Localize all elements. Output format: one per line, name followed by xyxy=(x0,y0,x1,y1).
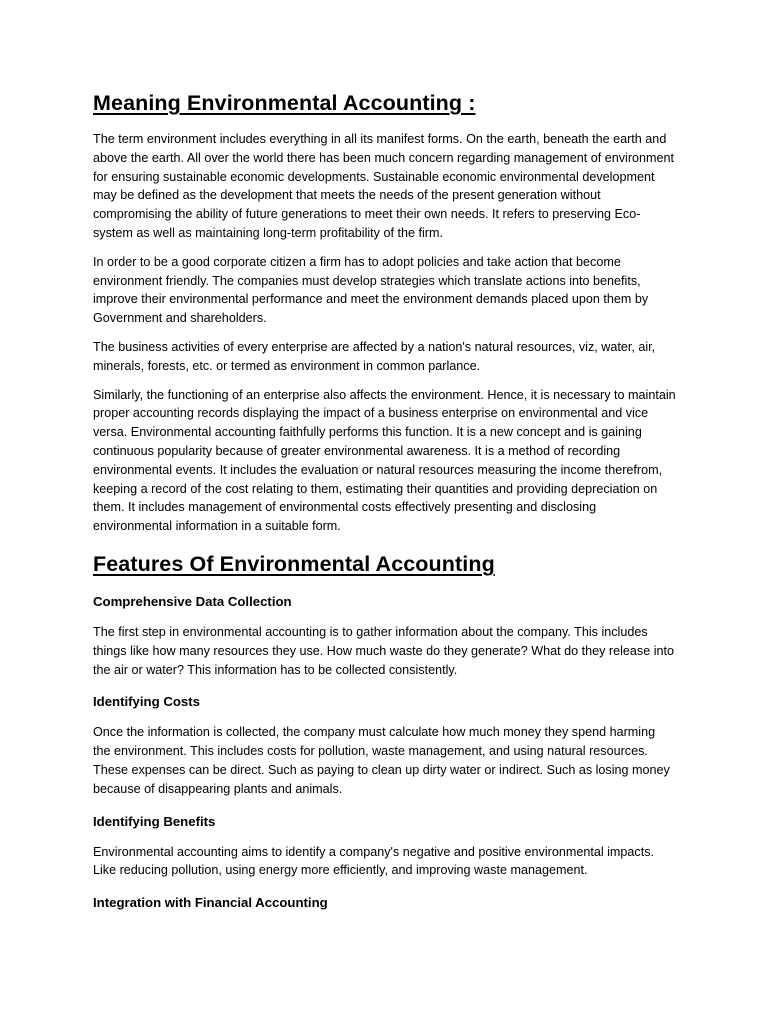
paragraph-environment-definition: The term environment includes everything in all its manifest forms. On the earth, beneath the earth and above the earth. All over the world there has been much concern regarding management of environment for ensuring sustainable economic developments. Sustainable economic environmental development may be defined as the development that meets the needs of the present generation without compromising the ability of future generations to meet their own needs. It refers to preserving Eco-system as well as maintaining long-term profitability of the firm. xyxy=(93,132,675,240)
paragraph-identifying-costs: Once the information is collected, the company must calculate how much money they spend harming the environment. This includes costs for pollution, waste management, and using natural resources. These expenses can be direct. Such as paying to clean up dirty water or indirect. Such as losing money because of disappearing plants and animals. xyxy=(93,725,670,796)
paragraph-data-collection: The first step in environmental accounting is to gather information about the company. This includes things like how many resources they use. How much waste do they generate? What do they release into the air or water? This information has to be collected consistently. xyxy=(93,624,675,677)
subheading-data-collection: Comprehensive Data Collection xyxy=(93,593,292,609)
paragraph-enterprise-functioning: Similarly, the functioning of an enterprise also affects the environment. Hence, it is necessary to maintain proper accounting records displaying the impact of a business enterprise on environmental and vice versa. Environmental accounting faithfully performs this function. It is a new concept and is gaining continuous popularity because of greater environmental awareness. It is a method of recording environmental events. It includes the evaluation or natural resources measuring the income therefrom, keeping a record of the cost relating to them, estimating their quantities and providing depreciation on them. It includes management of environmental costs effectively presenting and disclosing environmental information in a suitable form. xyxy=(93,387,676,534)
paragraph-business-activities: The business activities of every enterprise are affected by a nation's natural resources, viz, water, air, minerals, forests, etc. or termed as environment in common parlance. xyxy=(93,339,656,373)
heading-features: Features Of Environmental Accounting xyxy=(93,551,495,576)
paragraph-corporate-citizen: In order to be a good corporate citizen a firm has to adopt policies and take action that become environment friendly. The companies must develop strategies which translate actions into benefits, improve their environmental performance and meet the environment demands placed upon them by Government and shareholders. xyxy=(93,254,649,326)
subheading-identifying-costs: Identifying Costs xyxy=(93,694,200,710)
subheading-financial-integration: Integration with Financial Accounting xyxy=(93,895,328,911)
subheading-identifying-benefits: Identifying Benefits xyxy=(93,813,216,829)
paragraph-identifying-benefits: Environmental accounting aims to identify a company's negative and positive environmental impacts. Like reducing pollution, using energy more efficiently, and improving waste management. xyxy=(93,844,655,878)
heading-meaning: Meaning Environmental Accounting : xyxy=(93,91,476,115)
